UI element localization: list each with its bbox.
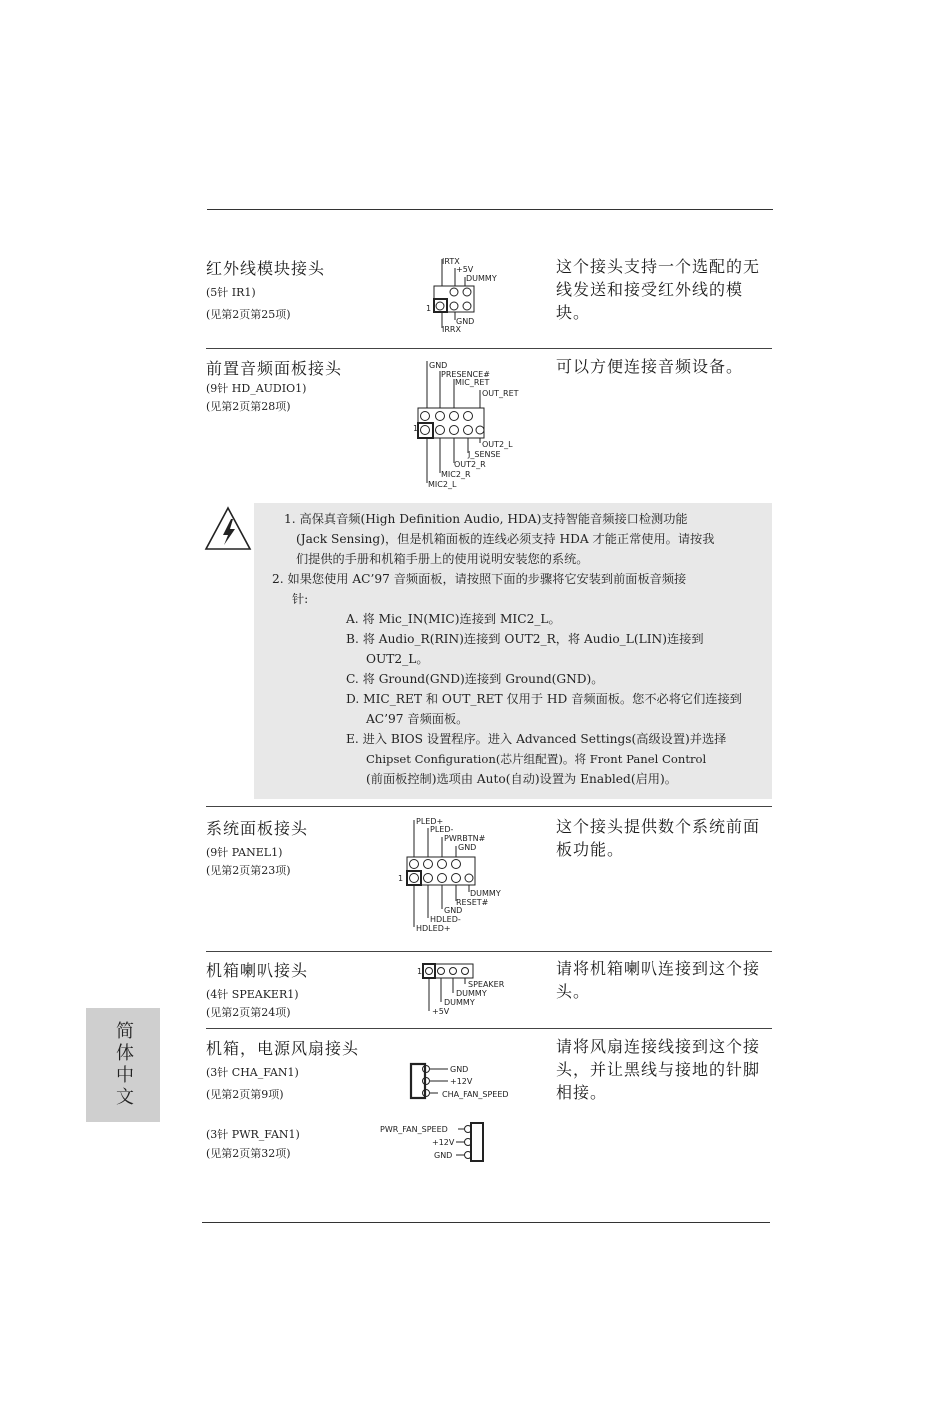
ir-pins: (5针 IR1) xyxy=(206,286,256,299)
cha-fan-label-gnd: GND xyxy=(450,1065,469,1074)
note-line: (前面板控制)选项由 Auto(自动)设置为 Enabled(启用)。 xyxy=(366,772,677,786)
audio-header-diagram xyxy=(410,356,520,496)
separator xyxy=(206,806,772,807)
speaker-label-1: 1 xyxy=(417,967,423,976)
audio-pins: (9针 HD_AUDIO1) xyxy=(206,382,307,395)
separator xyxy=(206,348,772,349)
pwr-fan-label-speed: PWR_FAN_SPEED xyxy=(380,1125,448,1134)
pwr-fan-header-diagram xyxy=(376,1120,496,1165)
fan-title: 机箱，电源风扇接头 xyxy=(206,1039,360,1058)
audio-label-gnd: GND xyxy=(429,361,448,370)
panel-label-reset: RESET# xyxy=(456,898,489,907)
audio-desc: 可以方便连接音频设备。 xyxy=(556,357,744,376)
panel-label-pled-minus: PLED- xyxy=(430,825,454,834)
note-line: 1. 高保真音频(High Definition Audio, HDA)支持智能音频接口检测功能 xyxy=(284,512,688,526)
cha-fan-pins: (3针 CHA_FAN1) xyxy=(206,1066,299,1079)
audio-title: 前置音频面板接头 xyxy=(206,359,343,378)
panel-label-pled-plus: PLED+ xyxy=(416,817,444,826)
audio-label-mic2l: MIC2_L xyxy=(428,480,457,489)
audio-label-outret: OUT_RET xyxy=(482,389,519,398)
pwr-fan-label-12v: +12V xyxy=(432,1138,455,1147)
note-line: B. 将 Audio_R(RIN)连接到 OUT2_R，将 Audio_L(LIN)连接到 xyxy=(346,632,704,646)
panel-desc: 这个接头提供数个系统前面板功能。 xyxy=(556,817,761,859)
panel-label-dummy: DUMMY xyxy=(470,889,501,898)
panel-label-gnd2: GND xyxy=(444,906,463,915)
note-box xyxy=(254,503,772,799)
footer-rule xyxy=(202,1222,770,1223)
ir-label-1: 1 xyxy=(426,304,432,313)
note-line: (Jack Sensing)，但是机箱面板的连线必须支持 HDA 才能正常使用。请按我 xyxy=(296,532,715,546)
note-line: 针: xyxy=(292,592,309,606)
language-side-tab xyxy=(86,1008,160,1122)
note-line: C. 将 Ground(GND)连接到 Ground(GND)。 xyxy=(346,672,604,686)
header-rule xyxy=(207,209,773,210)
note-line: E. 进入 BIOS 设置程序。进入 Advanced Settings(高级设置)并选择 xyxy=(346,732,727,746)
note-line: D. MIC_RET 和 OUT_RET 仅用于 HD 音频面板。您不必将它们连接到 xyxy=(346,692,742,706)
note-line: Chipset Configuration(芯片组配置)。将 Front Panel Control xyxy=(366,752,707,766)
note-line: OUT2_L。 xyxy=(366,652,429,666)
ir-label-gnd: GND xyxy=(456,317,475,326)
speaker-label-speaker: SPEAKER xyxy=(468,980,505,989)
fan-desc: 请将风扇连接线接到这个接头，并让黑线与接地的针脚相接。 xyxy=(556,1037,761,1102)
ir-label-dummy: DUMMY xyxy=(466,274,497,283)
ir-label-5v: +5V xyxy=(456,265,474,274)
ir-header-diagram xyxy=(420,256,530,341)
speaker-label-5v: +5V xyxy=(432,1007,450,1016)
audio-label-out2l: OUT2_L xyxy=(482,440,513,449)
note-line: AC’97 音频面板。 xyxy=(366,712,469,726)
warning-triangle-icon xyxy=(204,505,254,553)
speaker-header-diagram xyxy=(414,958,514,1018)
audio-label-presence: PRESENCE# xyxy=(441,370,490,379)
panel-label-hdled-minus: HDLED- xyxy=(430,915,461,924)
ir-label-irrx: IRRX xyxy=(442,325,461,334)
panel-label-1: 1 xyxy=(398,874,404,883)
speaker-label-dummy2: DUMMY xyxy=(444,998,475,1007)
note-line: 们提供的手册和机箱手册上的使用说明安装您的系统。 xyxy=(296,552,589,566)
speaker-desc: 请将机箱喇叭连接到这个接头。 xyxy=(556,959,761,1001)
audio-label-mic2r: MIC2_R xyxy=(441,470,471,479)
audio-label-1: 1 xyxy=(413,424,419,433)
speaker-label-dummy: DUMMY xyxy=(456,989,487,998)
ir-ref: (见第2页第25项) xyxy=(206,308,291,321)
cha-fan-header-diagram xyxy=(408,1061,518,1103)
panel-label-pwrbtn: PWRBTN# xyxy=(444,834,486,843)
pwr-fan-pins: (3针 PWR_FAN1) xyxy=(206,1128,300,1141)
audio-label-micret: MIC_RET xyxy=(455,378,490,387)
language-tab-label: 简体中文 xyxy=(113,1021,134,1109)
cha-fan-label-12v: +12V xyxy=(450,1077,473,1086)
separator xyxy=(206,1028,772,1029)
ir-label-irtx: IRTX xyxy=(442,257,460,266)
pwr-fan-label-gnd: GND xyxy=(434,1151,453,1160)
ir-desc: 这个接头支持一个选配的无线发送和接受红外线的模块。 xyxy=(556,257,761,322)
pwr-fan-ref: (见第2页第32项) xyxy=(206,1147,291,1160)
panel-title: 系统面板接头 xyxy=(206,819,309,838)
separator xyxy=(206,951,772,952)
note-line: A. 将 Mic_IN(MIC)连接到 MIC2_L。 xyxy=(346,612,561,626)
speaker-pins: (4针 SPEAKER1) xyxy=(206,988,299,1001)
panel-label-hdled-plus: HDLED+ xyxy=(416,924,451,933)
panel-pins: (9针 PANEL1) xyxy=(206,846,283,859)
ir-title: 红外线模块接头 xyxy=(206,259,326,278)
panel-ref: (见第2页第23项) xyxy=(206,864,291,877)
cha-fan-label-speed: CHA_FAN_SPEED xyxy=(442,1090,509,1099)
note-line: 2. 如果您使用 AC’97 音频面板，请按照下面的步骤将它安装到前面板音频接 xyxy=(272,572,687,586)
speaker-ref: (见第2页第24项) xyxy=(206,1006,291,1019)
audio-ref: (见第2页第28项) xyxy=(206,400,291,413)
audio-label-jsense: J_SENSE xyxy=(468,450,501,459)
cha-fan-ref: (见第2页第9项) xyxy=(206,1088,284,1101)
panel-header-diagram xyxy=(394,814,504,939)
speaker-title: 机箱喇叭接头 xyxy=(206,961,309,980)
panel-label-gnd: GND xyxy=(458,843,477,852)
audio-label-out2r: OUT2_R xyxy=(454,460,486,469)
